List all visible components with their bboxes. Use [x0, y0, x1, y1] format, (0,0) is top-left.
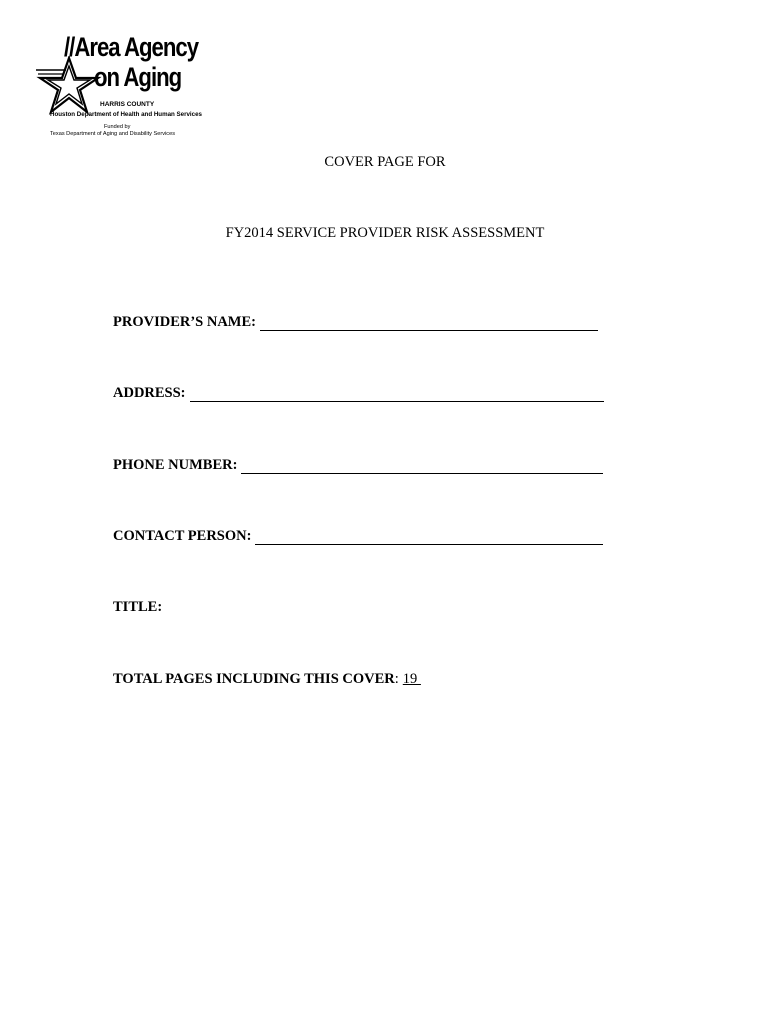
title-label: TITLE: — [113, 599, 163, 615]
contact-person-blank[interactable] — [255, 530, 603, 545]
provider-name-field — [113, 313, 598, 331]
cover-heading: COVER PAGE FOR — [324, 154, 446, 170]
logo-funded-label: Funded by — [104, 124, 131, 130]
phone-number-label: PHONE NUMBER: — [113, 457, 238, 473]
contact-person-field — [113, 527, 603, 545]
phone-number-field — [113, 456, 603, 474]
total-pages-field — [113, 670, 421, 688]
provider-name-blank[interactable] — [260, 316, 598, 331]
provider-name-label: PROVIDER’S NAME: — [113, 314, 256, 330]
phone-number-blank[interactable] — [241, 459, 603, 474]
total-pages-colon: : — [394, 671, 399, 687]
logo-funder: Texas Department of Aging and Disability Services — [50, 131, 175, 137]
logo-county: HARRIS COUNTY — [100, 101, 155, 108]
address-field — [113, 384, 604, 402]
address-label: ADDRESS: — [113, 385, 186, 401]
title-field — [113, 598, 162, 616]
total-pages-label: TOTAL PAGES INCLUDING THIS COVER — [113, 671, 395, 687]
logo-title-line1: //Area Agency — [64, 32, 199, 62]
logo-department: Houston Department of Health and Human Services — [50, 111, 202, 118]
contact-person-label: CONTACT PERSON: — [113, 528, 252, 544]
address-blank[interactable] — [190, 387, 604, 402]
document-title: FY2014 SERVICE PROVIDER RISK ASSESSMENT — [225, 225, 545, 241]
total-pages-value: 19 — [402, 671, 421, 687]
logo-title-line2: on Aging — [94, 62, 182, 92]
agency-logo — [36, 30, 206, 142]
